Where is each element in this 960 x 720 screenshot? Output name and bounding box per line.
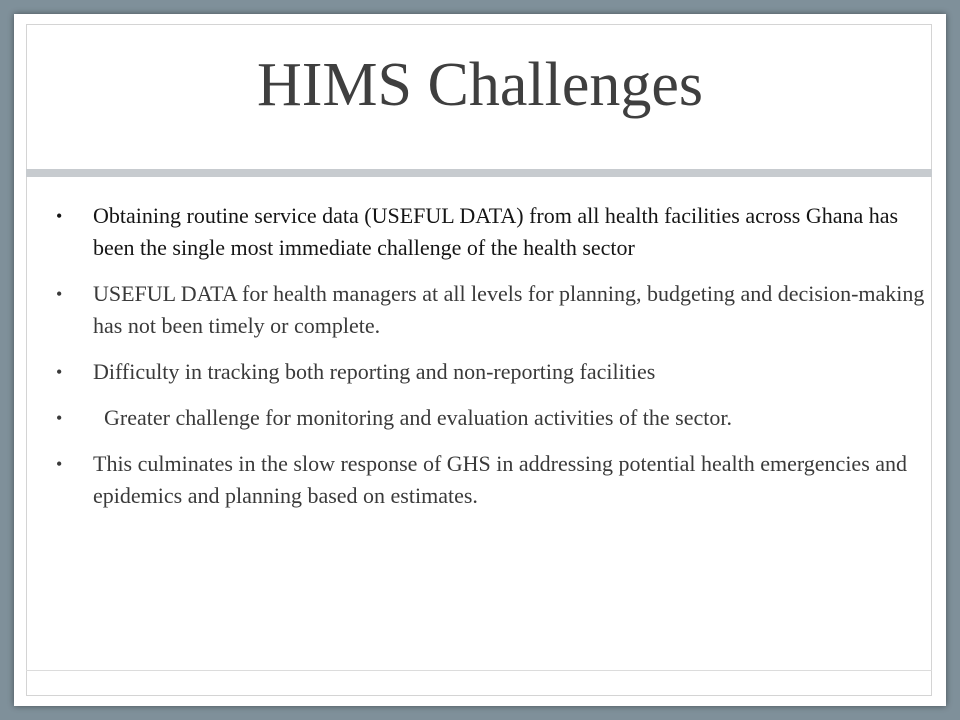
bullet-dot-icon: • [56,408,63,428]
bullet-text: This culminates in the slow response of GHS in addressing potential health emergencies and epidemics and planning based on estimates. [93,451,908,508]
bullet-text: Obtaining routine service data (USEFUL DATA) from all health facilities across Ghana has been the single most immediate challenge of the health sector [93,203,899,260]
bullet-item [56,448,926,512]
slide-title: HIMS Challenges [256,51,704,119]
bullet-item [56,278,926,342]
bullet-text: Difficulty in tracking both reporting and non-reporting facilities [93,359,656,384]
bullet-dot-icon: • [56,454,63,474]
slide [14,14,946,706]
bullet-dot-icon: • [56,284,63,304]
bullet-item [56,402,926,434]
bullet-text: Greater challenge for monitoring and evaluation activities of the sector. [93,405,732,430]
bullet-dot-icon: • [56,206,63,226]
bullet-item [56,200,926,264]
footer-bar [26,670,932,696]
bullet-text: USEFUL DATA for health managers at all levels for planning, budgeting and decision-making has not been timely or complete. [93,281,925,338]
bullet-list [56,200,926,526]
bullet-dot-icon: • [56,362,63,382]
title-divider [26,169,932,177]
bullet-item [56,356,926,388]
